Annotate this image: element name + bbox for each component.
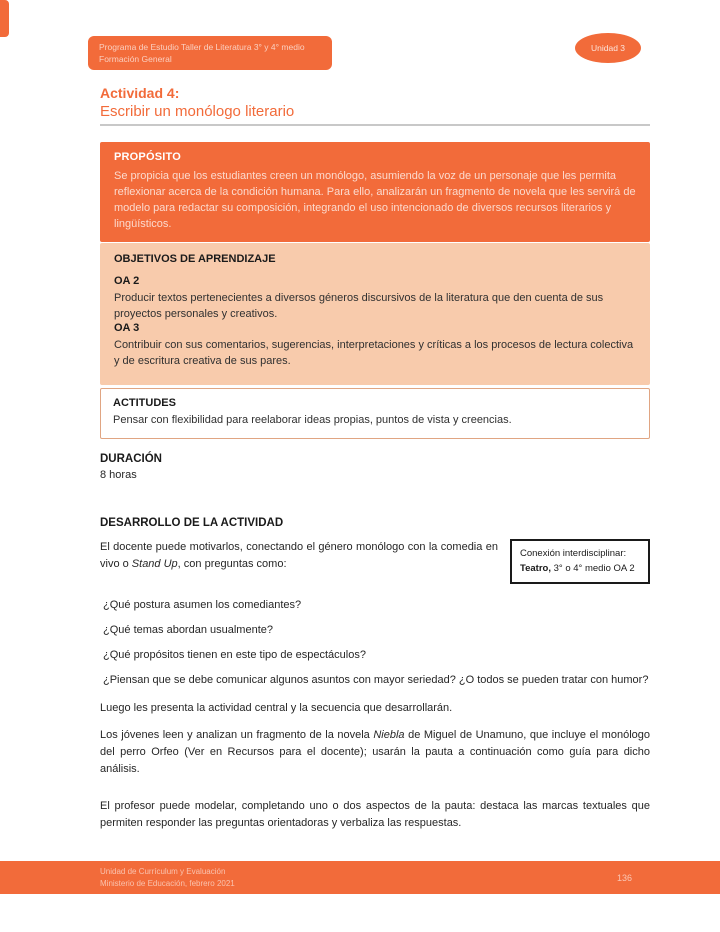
guiding-questions-list [100,598,650,688]
paragraph-modelar: El profesor puede modelar, completando uno o dos aspectos de la pauta: destaca las marcas textuales que permiten responder las preguntas orientadoras y verbaliza las respuestas. [100,800,650,829]
actitudes-heading: ACTITUDES [113,397,176,409]
duracion-section [100,452,650,483]
footer-line2: Ministerio de Educación, febrero 2021 [100,878,235,888]
intro-paragraph [100,539,498,573]
objetivos-heading: OBJETIVOS DE APRENDIZAJE [114,253,276,265]
proposito-text: Se propicia que los estudiantes creen un monólogo, asumiendo la voz de un personaje que les permita reflexionar acerca de la condición humana. Para ello, analizarán un fragmento de novela que les servirá de modelo para redactar su composición, integrando el uso intencionado de diversos recursos literarios y lingüísticos. [114,170,636,230]
unit-badge [575,33,641,63]
page-footer [0,861,720,894]
intro-text-2: , con preguntas como: [177,558,287,570]
program-title: Programa de Estudio Taller de Literatura 3° y 4° medio [99,42,305,52]
oa-item [114,322,636,369]
interdisciplinary-connection-box [510,539,650,584]
intro-text-1: El docente puede motivarlos, conectando el género monólogo con la comedia en vivo o [100,541,498,570]
document-body [100,84,650,832]
program-header-badge [88,36,332,70]
program-subtitle: Formación General [99,54,172,65]
actitudes-box [100,388,650,439]
intro-italic-term: Stand Up [131,558,178,570]
objetivos-box [100,243,650,385]
proposito-heading: PROPÓSITO [114,151,181,163]
intro-row [100,539,650,584]
question-item: ¿Qué postura asumen los comediantes? [103,599,302,611]
question-item: ¿Piensan que se debe comunicar algunos asuntos con mayor seriedad? ¿O todos se pueden tratar con humor? [103,674,649,686]
page-edge-accent [0,0,9,37]
title-divider [100,121,650,126]
page-number: 136 [616,872,632,883]
activity-subtitle: Escribir un monólogo literario [100,103,295,120]
paragraph-activity-central: Luego les presenta la actividad central y la secuencia que desarrollarán. [100,702,453,714]
proposito-box [100,142,650,242]
activity-title: Actividad 4: [100,85,180,101]
duracion-heading: DURACIÓN [100,453,162,465]
oa-item [114,275,636,322]
duracion-value: 8 horas [100,469,137,481]
desarrollo-heading: DESARROLLO DE LA ACTIVIDAD [100,517,284,529]
para2-novel-title: Niebla [373,729,405,741]
oa-code: OA 2 [114,275,140,287]
para2-text-2: de Miguel de Unamuno, que incluye el monólogo del perro Orfeo (Ver en Recursos para el docente); usarán la pauta a continuación como guía para dicho análisis. [100,729,651,775]
paragraph-niebla [100,727,650,778]
actitudes-text: Pensar con flexibilidad para reelaborar ideas propias, puntos de vista y creencias. [113,414,512,426]
question-item: ¿Qué temas abordan usualmente? [103,624,273,636]
connection-detail: 3° o 4° medio OA 2 [550,563,635,574]
para2-text-1: Los jóvenes leen y analizan un fragmento de la novela [100,729,374,741]
connection-subject: Teatro, [520,563,551,574]
footer-line1: Unidad de Currículum y Evaluación [100,866,226,876]
connection-line2 [520,561,640,576]
connection-line1: Conexión interdisciplinar: [520,548,627,559]
unit-badge-label: Unidad 3 [590,43,626,53]
oa-code: OA 3 [114,322,140,334]
footer-credits [100,866,235,890]
oa-text: Producir textos pertenecientes a diversos géneros discursivos de la literatura que den cuenta de sus proyectos personales y creativos. [114,292,604,320]
oa-text: Contribuir con sus comentarios, sugerencias, interpretaciones y críticas a los procesos de lectura colectiva y de escritura creativa de sus pares. [114,339,634,367]
question-item: ¿Qué propósitos tienen en este tipo de espectáculos? [103,649,366,661]
